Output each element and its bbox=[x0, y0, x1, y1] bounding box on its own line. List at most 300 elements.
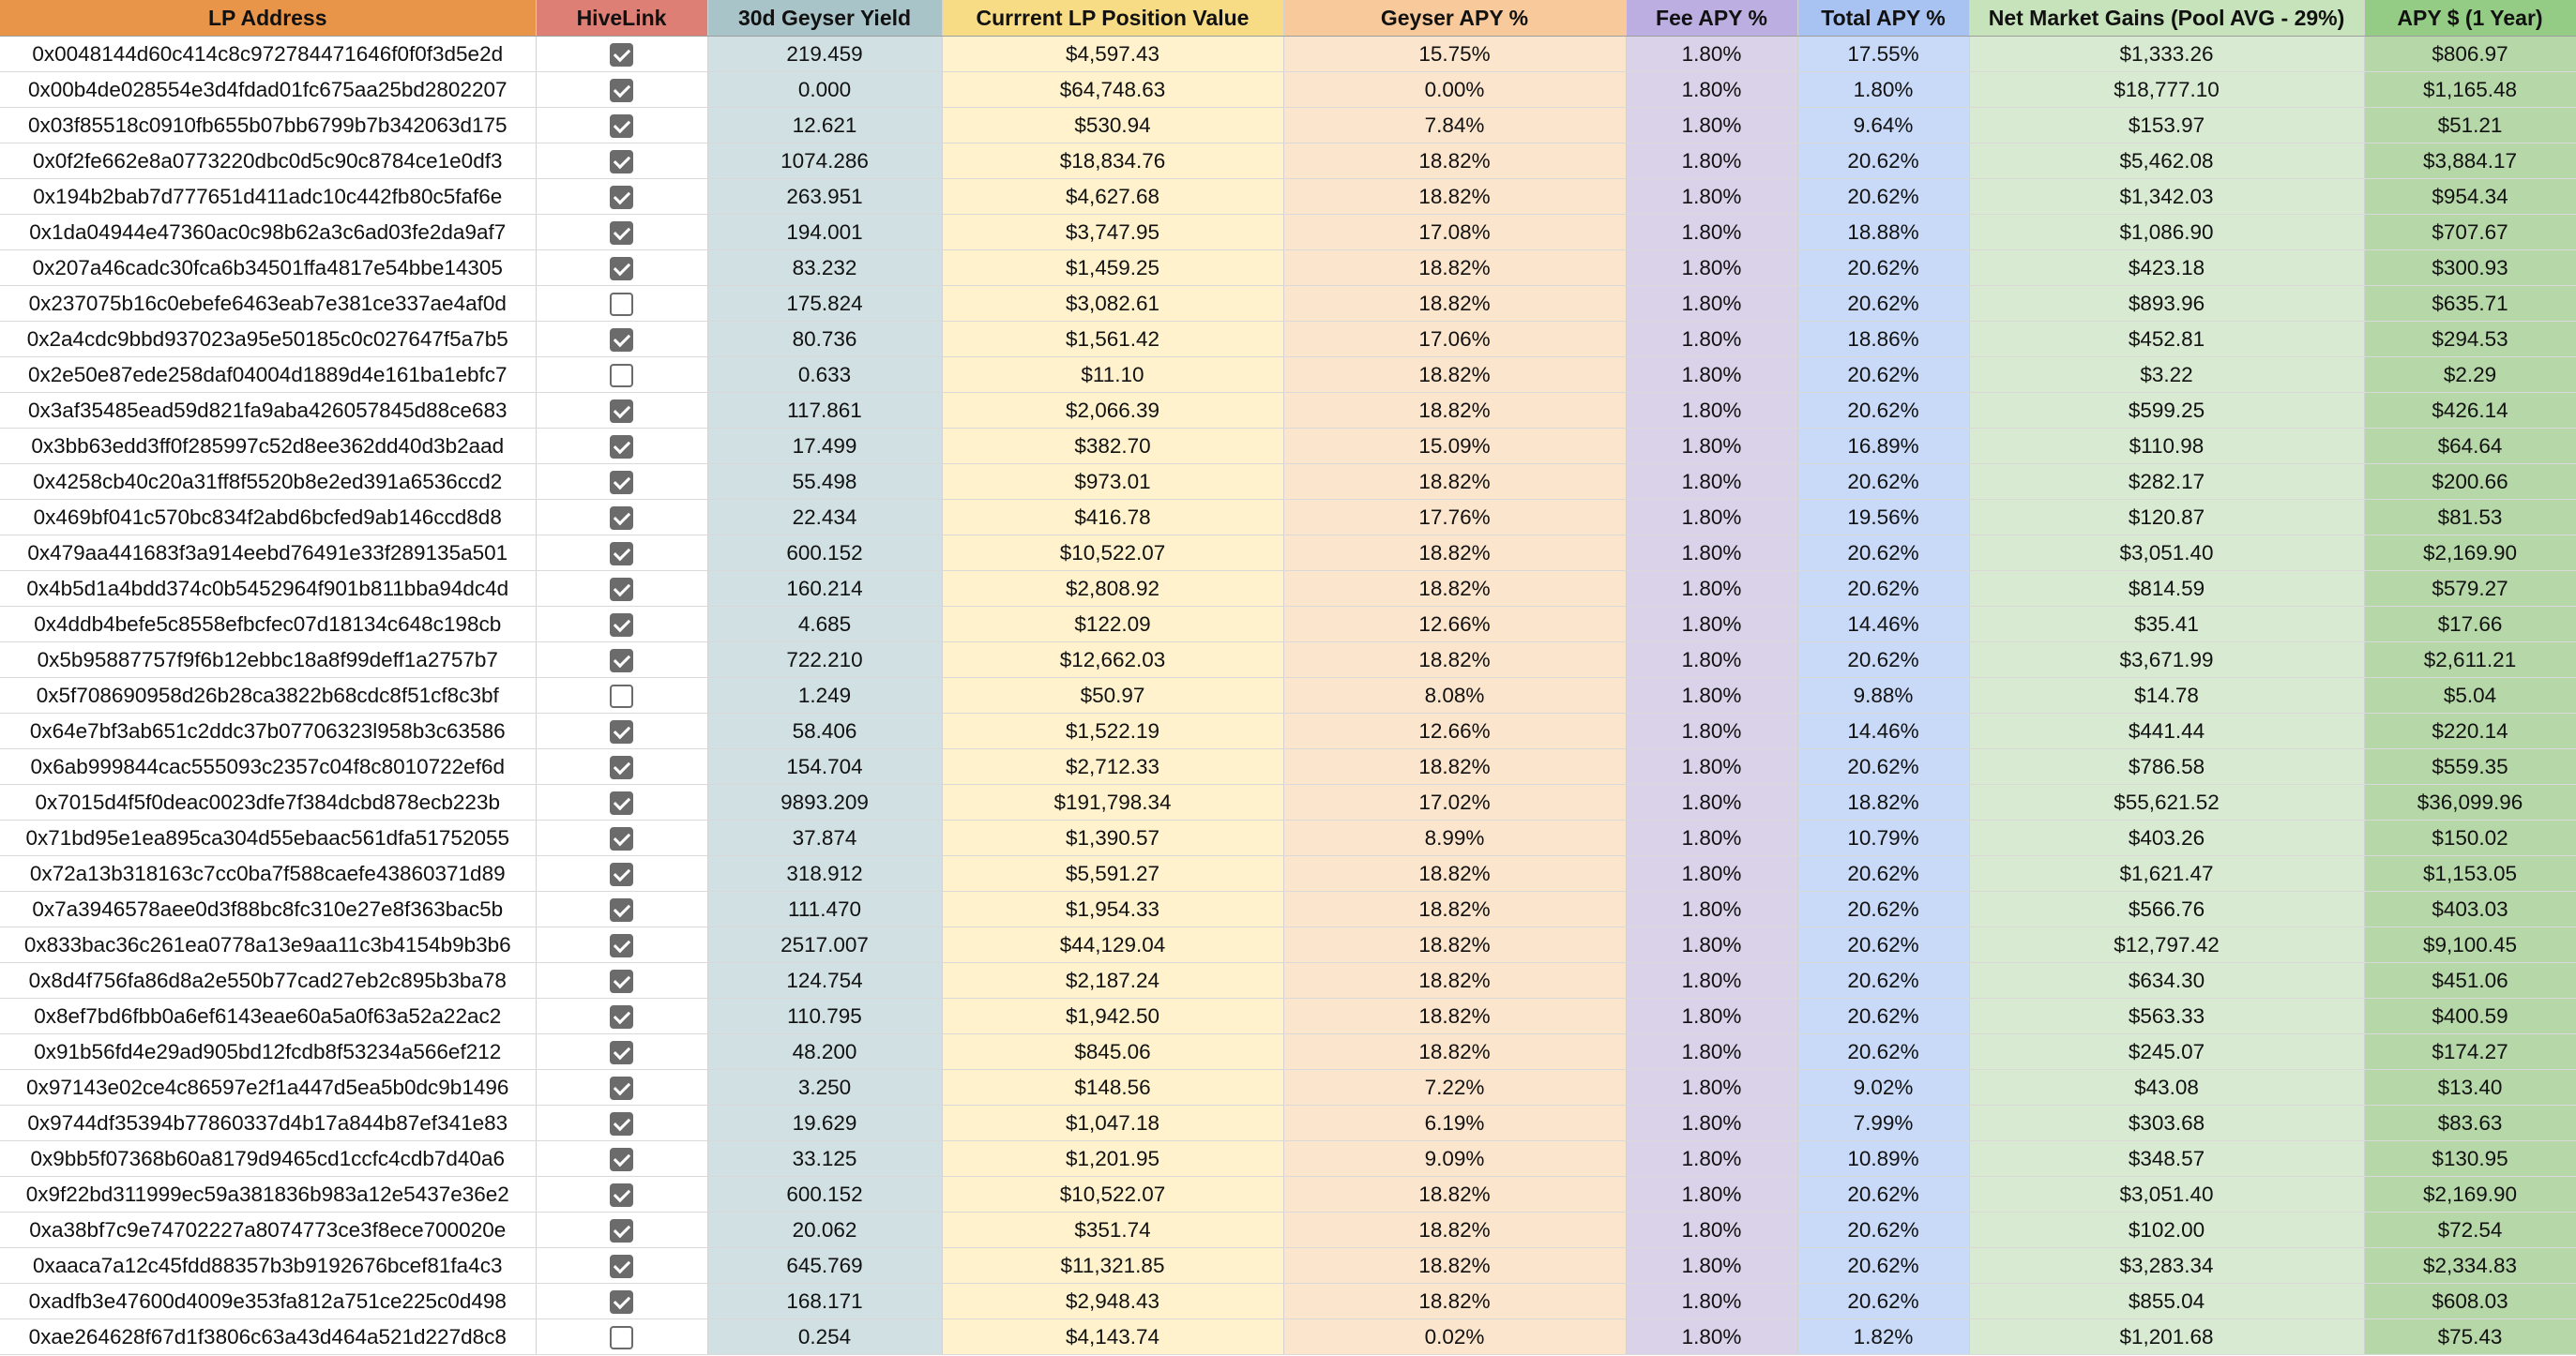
hivelink-cell[interactable] bbox=[536, 1141, 707, 1177]
geyser-apy-cell[interactable]: 17.02% bbox=[1283, 785, 1626, 821]
geyser-apy-cell[interactable]: 18.82% bbox=[1283, 999, 1626, 1034]
total-apy-cell[interactable]: 17.55% bbox=[1797, 37, 1969, 72]
net-market-gains-cell[interactable]: $403.26 bbox=[1969, 821, 2364, 856]
geyser-apy-cell[interactable]: 17.08% bbox=[1283, 215, 1626, 250]
fee-apy-cell[interactable]: 1.80% bbox=[1626, 37, 1797, 72]
geyser-apy-cell[interactable]: 18.82% bbox=[1283, 963, 1626, 999]
checkbox-checked-icon[interactable] bbox=[610, 863, 633, 886]
lp-position-value-cell[interactable]: $1,390.57 bbox=[942, 821, 1283, 856]
lp-address-cell[interactable]: 0x64e7bf3ab651c2ddc37b07706323l958b3c63586 bbox=[0, 714, 536, 749]
geyser-apy-cell[interactable]: 18.82% bbox=[1283, 892, 1626, 927]
geyser-yield-cell[interactable]: 58.406 bbox=[707, 714, 942, 749]
header-fee-apy[interactable]: Fee APY % bbox=[1626, 0, 1797, 37]
net-market-gains-cell[interactable]: $282.17 bbox=[1969, 464, 2364, 500]
checkbox-checked-icon[interactable] bbox=[610, 506, 633, 530]
hivelink-cell[interactable] bbox=[536, 963, 707, 999]
checkbox-checked-icon[interactable] bbox=[610, 613, 633, 637]
total-apy-cell[interactable]: 20.62% bbox=[1797, 535, 1969, 571]
geyser-apy-cell[interactable]: 0.02% bbox=[1283, 1319, 1626, 1355]
checkbox-checked-icon[interactable] bbox=[610, 970, 633, 993]
lp-position-value-cell[interactable]: $1,201.95 bbox=[942, 1141, 1283, 1177]
total-apy-cell[interactable]: 20.62% bbox=[1797, 250, 1969, 286]
net-market-gains-cell[interactable]: $1,333.26 bbox=[1969, 37, 2364, 72]
apy-dollar-cell[interactable]: $707.67 bbox=[2364, 215, 2576, 250]
lp-address-cell[interactable]: 0x3bb63edd3ff0f285997c52d8ee362dd40d3b2aad bbox=[0, 429, 536, 464]
hivelink-cell[interactable] bbox=[536, 393, 707, 429]
lp-address-cell[interactable]: 0x03f85518c0910fb655b07bb6799b7b342063d175 bbox=[0, 108, 536, 143]
lp-position-value-cell[interactable]: $845.06 bbox=[942, 1034, 1283, 1070]
total-apy-cell[interactable]: 20.62% bbox=[1797, 1248, 1969, 1284]
hivelink-cell[interactable] bbox=[536, 642, 707, 678]
net-market-gains-cell[interactable]: $3.22 bbox=[1969, 357, 2364, 393]
net-market-gains-cell[interactable]: $634.30 bbox=[1969, 963, 2364, 999]
net-market-gains-cell[interactable]: $3,671.99 bbox=[1969, 642, 2364, 678]
net-market-gains-cell[interactable]: $35.41 bbox=[1969, 607, 2364, 642]
total-apy-cell[interactable]: 9.64% bbox=[1797, 108, 1969, 143]
checkbox-unchecked-icon[interactable] bbox=[610, 685, 633, 708]
apy-dollar-cell[interactable]: $83.63 bbox=[2364, 1106, 2576, 1141]
fee-apy-cell[interactable]: 1.80% bbox=[1626, 1034, 1797, 1070]
net-market-gains-cell[interactable]: $43.08 bbox=[1969, 1070, 2364, 1106]
fee-apy-cell[interactable]: 1.80% bbox=[1626, 1070, 1797, 1106]
geyser-yield-cell[interactable]: 4.685 bbox=[707, 607, 942, 642]
hivelink-cell[interactable] bbox=[536, 1319, 707, 1355]
lp-address-cell[interactable]: 0x0048144d60c414c8c972784471646f0f0f3d5e2d bbox=[0, 37, 536, 72]
lp-address-cell[interactable]: 0x8ef7bd6fbb0a6ef6143eae60a5a0f63a52a22ac2 bbox=[0, 999, 536, 1034]
fee-apy-cell[interactable]: 1.80% bbox=[1626, 429, 1797, 464]
total-apy-cell[interactable]: 20.62% bbox=[1797, 1034, 1969, 1070]
geyser-apy-cell[interactable]: 18.82% bbox=[1283, 286, 1626, 322]
hivelink-cell[interactable] bbox=[536, 821, 707, 856]
net-market-gains-cell[interactable]: $893.96 bbox=[1969, 286, 2364, 322]
checkbox-unchecked-icon[interactable] bbox=[610, 364, 633, 387]
geyser-yield-cell[interactable]: 0.633 bbox=[707, 357, 942, 393]
apy-dollar-cell[interactable]: $403.03 bbox=[2364, 892, 2576, 927]
fee-apy-cell[interactable]: 1.80% bbox=[1626, 999, 1797, 1034]
lp-position-value-cell[interactable]: $2,948.43 bbox=[942, 1284, 1283, 1319]
lp-address-cell[interactable]: 0x1da04944e47360ac0c98b62a3c6ad03fe2da9af7 bbox=[0, 215, 536, 250]
hivelink-cell[interactable] bbox=[536, 357, 707, 393]
header-hivelink[interactable]: HiveLink bbox=[536, 0, 707, 37]
apy-dollar-cell[interactable]: $2,611.21 bbox=[2364, 642, 2576, 678]
checkbox-checked-icon[interactable] bbox=[610, 1219, 633, 1243]
checkbox-checked-icon[interactable] bbox=[610, 79, 633, 102]
checkbox-checked-icon[interactable] bbox=[610, 435, 633, 459]
lp-position-value-cell[interactable]: $530.94 bbox=[942, 108, 1283, 143]
geyser-yield-cell[interactable]: 1.249 bbox=[707, 678, 942, 714]
total-apy-cell[interactable]: 20.62% bbox=[1797, 393, 1969, 429]
header-net-market-gains[interactable]: Net Market Gains (Pool AVG - 29%) bbox=[1969, 0, 2364, 37]
checkbox-checked-icon[interactable] bbox=[610, 756, 633, 779]
hivelink-cell[interactable] bbox=[536, 1177, 707, 1213]
geyser-apy-cell[interactable]: 18.82% bbox=[1283, 749, 1626, 785]
total-apy-cell[interactable]: 20.62% bbox=[1797, 927, 1969, 963]
hivelink-cell[interactable] bbox=[536, 1284, 707, 1319]
geyser-yield-cell[interactable]: 9893.209 bbox=[707, 785, 942, 821]
hivelink-cell[interactable] bbox=[536, 785, 707, 821]
geyser-apy-cell[interactable]: 8.08% bbox=[1283, 678, 1626, 714]
lp-address-cell[interactable]: 0x4ddb4befe5c8558efbcfec07d18134c648c198cb bbox=[0, 607, 536, 642]
apy-dollar-cell[interactable]: $2,334.83 bbox=[2364, 1248, 2576, 1284]
lp-position-value-cell[interactable]: $1,561.42 bbox=[942, 322, 1283, 357]
apy-dollar-cell[interactable]: $17.66 bbox=[2364, 607, 2576, 642]
checkbox-checked-icon[interactable] bbox=[610, 471, 633, 494]
apy-dollar-cell[interactable]: $220.14 bbox=[2364, 714, 2576, 749]
apy-dollar-cell[interactable]: $294.53 bbox=[2364, 322, 2576, 357]
lp-position-value-cell[interactable]: $5,591.27 bbox=[942, 856, 1283, 892]
lp-address-cell[interactable]: 0x7015d4f5f0deac0023dfe7f384dcbd878ecb223b bbox=[0, 785, 536, 821]
fee-apy-cell[interactable]: 1.80% bbox=[1626, 500, 1797, 535]
lp-address-cell[interactable]: 0x237075b16c0ebefe6463eab7e381ce337ae4af0d bbox=[0, 286, 536, 322]
apy-dollar-cell[interactable]: $579.27 bbox=[2364, 571, 2576, 607]
hivelink-cell[interactable] bbox=[536, 429, 707, 464]
fee-apy-cell[interactable]: 1.80% bbox=[1626, 963, 1797, 999]
geyser-yield-cell[interactable]: 600.152 bbox=[707, 535, 942, 571]
geyser-apy-cell[interactable]: 15.75% bbox=[1283, 37, 1626, 72]
geyser-apy-cell[interactable]: 18.82% bbox=[1283, 393, 1626, 429]
net-market-gains-cell[interactable]: $12,797.42 bbox=[1969, 927, 2364, 963]
lp-address-cell[interactable]: 0x207a46cadc30fca6b34501ffa4817e54bbe14305 bbox=[0, 250, 536, 286]
net-market-gains-cell[interactable]: $855.04 bbox=[1969, 1284, 2364, 1319]
geyser-apy-cell[interactable]: 18.82% bbox=[1283, 464, 1626, 500]
geyser-yield-cell[interactable]: 154.704 bbox=[707, 749, 942, 785]
hivelink-cell[interactable] bbox=[536, 1070, 707, 1106]
header-apy-dollar[interactable]: APY $ (1 Year) bbox=[2364, 0, 2576, 37]
total-apy-cell[interactable]: 20.62% bbox=[1797, 286, 1969, 322]
total-apy-cell[interactable]: 1.82% bbox=[1797, 1319, 1969, 1355]
checkbox-checked-icon[interactable] bbox=[610, 1041, 633, 1064]
geyser-apy-cell[interactable]: 18.82% bbox=[1283, 535, 1626, 571]
geyser-yield-cell[interactable]: 48.200 bbox=[707, 1034, 942, 1070]
total-apy-cell[interactable]: 20.62% bbox=[1797, 143, 1969, 179]
lp-address-cell[interactable]: 0x2a4cdc9bbd937023a95e50185c0c027647f5a7b5 bbox=[0, 322, 536, 357]
checkbox-checked-icon[interactable] bbox=[610, 257, 633, 280]
geyser-apy-cell[interactable]: 18.82% bbox=[1283, 179, 1626, 215]
geyser-apy-cell[interactable]: 17.76% bbox=[1283, 500, 1626, 535]
geyser-apy-cell[interactable]: 18.82% bbox=[1283, 927, 1626, 963]
apy-dollar-cell[interactable]: $13.40 bbox=[2364, 1070, 2576, 1106]
hivelink-cell[interactable] bbox=[536, 927, 707, 963]
geyser-apy-cell[interactable]: 0.00% bbox=[1283, 72, 1626, 108]
fee-apy-cell[interactable]: 1.80% bbox=[1626, 464, 1797, 500]
geyser-yield-cell[interactable]: 0.254 bbox=[707, 1319, 942, 1355]
net-market-gains-cell[interactable]: $814.59 bbox=[1969, 571, 2364, 607]
header-lp-address[interactable]: LP Address bbox=[0, 0, 536, 37]
apy-dollar-cell[interactable]: $426.14 bbox=[2364, 393, 2576, 429]
checkbox-checked-icon[interactable] bbox=[610, 934, 633, 957]
lp-address-cell[interactable]: 0x469bf041c570bc834f2abd6bcfed9ab146ccd8d8 bbox=[0, 500, 536, 535]
lp-address-cell[interactable]: 0xa38bf7c9e74702227a8074773ce3f8ece700020e bbox=[0, 1213, 536, 1248]
lp-position-value-cell[interactable]: $191,798.34 bbox=[942, 785, 1283, 821]
lp-position-value-cell[interactable]: $2,187.24 bbox=[942, 963, 1283, 999]
total-apy-cell[interactable]: 10.79% bbox=[1797, 821, 1969, 856]
apy-dollar-cell[interactable]: $1,153.05 bbox=[2364, 856, 2576, 892]
net-market-gains-cell[interactable]: $1,201.68 bbox=[1969, 1319, 2364, 1355]
lp-position-value-cell[interactable]: $1,954.33 bbox=[942, 892, 1283, 927]
header-geyser-yield[interactable]: 30d Geyser Yield bbox=[707, 0, 942, 37]
checkbox-checked-icon[interactable] bbox=[610, 827, 633, 851]
net-market-gains-cell[interactable]: $786.58 bbox=[1969, 749, 2364, 785]
geyser-apy-cell[interactable]: 12.66% bbox=[1283, 607, 1626, 642]
checkbox-checked-icon[interactable] bbox=[610, 578, 633, 601]
hivelink-cell[interactable] bbox=[536, 72, 707, 108]
total-apy-cell[interactable]: 20.62% bbox=[1797, 1177, 1969, 1213]
geyser-apy-cell[interactable]: 12.66% bbox=[1283, 714, 1626, 749]
total-apy-cell[interactable]: 20.62% bbox=[1797, 179, 1969, 215]
hivelink-cell[interactable] bbox=[536, 1213, 707, 1248]
lp-position-value-cell[interactable]: $10,522.07 bbox=[942, 1177, 1283, 1213]
total-apy-cell[interactable]: 19.56% bbox=[1797, 500, 1969, 535]
apy-dollar-cell[interactable]: $300.93 bbox=[2364, 250, 2576, 286]
geyser-apy-cell[interactable]: 18.82% bbox=[1283, 642, 1626, 678]
lp-address-cell[interactable]: 0x3af35485ead59d821fa9aba426057845d88ce683 bbox=[0, 393, 536, 429]
lp-position-value-cell[interactable]: $10,522.07 bbox=[942, 535, 1283, 571]
lp-address-cell[interactable]: 0x7a3946578aee0d3f88bc8fc310e27e8f363bac5b bbox=[0, 892, 536, 927]
lp-position-value-cell[interactable]: $4,597.43 bbox=[942, 37, 1283, 72]
fee-apy-cell[interactable]: 1.80% bbox=[1626, 108, 1797, 143]
geyser-yield-cell[interactable]: 33.125 bbox=[707, 1141, 942, 1177]
hivelink-cell[interactable] bbox=[536, 749, 707, 785]
apy-dollar-cell[interactable]: $200.66 bbox=[2364, 464, 2576, 500]
geyser-yield-cell[interactable]: 37.874 bbox=[707, 821, 942, 856]
apy-dollar-cell[interactable]: $1,165.48 bbox=[2364, 72, 2576, 108]
apy-dollar-cell[interactable]: $36,099.96 bbox=[2364, 785, 2576, 821]
geyser-yield-cell[interactable]: 117.861 bbox=[707, 393, 942, 429]
fee-apy-cell[interactable]: 1.80% bbox=[1626, 1213, 1797, 1248]
checkbox-checked-icon[interactable] bbox=[610, 898, 633, 922]
lp-address-cell[interactable]: 0x0f2fe662e8a0773220dbc0d5c90c8784ce1e0df3 bbox=[0, 143, 536, 179]
apy-dollar-cell[interactable]: $608.03 bbox=[2364, 1284, 2576, 1319]
hivelink-cell[interactable] bbox=[536, 179, 707, 215]
apy-dollar-cell[interactable]: $150.02 bbox=[2364, 821, 2576, 856]
header-lp-position-value[interactable]: Currrent LP Position Value bbox=[942, 0, 1283, 37]
hivelink-cell[interactable] bbox=[536, 500, 707, 535]
lp-position-value-cell[interactable]: $4,627.68 bbox=[942, 179, 1283, 215]
net-market-gains-cell[interactable]: $110.98 bbox=[1969, 429, 2364, 464]
net-market-gains-cell[interactable]: $441.44 bbox=[1969, 714, 2364, 749]
fee-apy-cell[interactable]: 1.80% bbox=[1626, 179, 1797, 215]
checkbox-checked-icon[interactable] bbox=[610, 542, 633, 565]
net-market-gains-cell[interactable]: $1,621.47 bbox=[1969, 856, 2364, 892]
fee-apy-cell[interactable]: 1.80% bbox=[1626, 642, 1797, 678]
lp-position-value-cell[interactable]: $18,834.76 bbox=[942, 143, 1283, 179]
fee-apy-cell[interactable]: 1.80% bbox=[1626, 1284, 1797, 1319]
total-apy-cell[interactable]: 20.62% bbox=[1797, 749, 1969, 785]
fee-apy-cell[interactable]: 1.80% bbox=[1626, 1319, 1797, 1355]
net-market-gains-cell[interactable]: $153.97 bbox=[1969, 108, 2364, 143]
lp-position-value-cell[interactable]: $351.74 bbox=[942, 1213, 1283, 1248]
hivelink-cell[interactable] bbox=[536, 464, 707, 500]
total-apy-cell[interactable]: 20.62% bbox=[1797, 571, 1969, 607]
lp-address-cell[interactable]: 0x2e50e87ede258daf04004d1889d4e161ba1ebfc7 bbox=[0, 357, 536, 393]
net-market-gains-cell[interactable]: $102.00 bbox=[1969, 1213, 2364, 1248]
fee-apy-cell[interactable]: 1.80% bbox=[1626, 607, 1797, 642]
geyser-apy-cell[interactable]: 18.82% bbox=[1283, 856, 1626, 892]
checkbox-checked-icon[interactable] bbox=[610, 1112, 633, 1136]
lp-position-value-cell[interactable]: $382.70 bbox=[942, 429, 1283, 464]
geyser-apy-cell[interactable]: 18.82% bbox=[1283, 250, 1626, 286]
total-apy-cell[interactable]: 20.62% bbox=[1797, 999, 1969, 1034]
apy-dollar-cell[interactable]: $954.34 bbox=[2364, 179, 2576, 215]
total-apy-cell[interactable]: 18.82% bbox=[1797, 785, 1969, 821]
geyser-apy-cell[interactable]: 18.82% bbox=[1283, 1177, 1626, 1213]
lp-address-cell[interactable]: 0x9744df35394b77860337d4b17a844b87ef341e83 bbox=[0, 1106, 536, 1141]
geyser-yield-cell[interactable]: 160.214 bbox=[707, 571, 942, 607]
lp-address-cell[interactable]: 0x97143e02ce4c86597e2f1a447d5ea5b0dc9b1496 bbox=[0, 1070, 536, 1106]
geyser-yield-cell[interactable]: 17.499 bbox=[707, 429, 942, 464]
fee-apy-cell[interactable]: 1.80% bbox=[1626, 393, 1797, 429]
apy-dollar-cell[interactable]: $51.21 bbox=[2364, 108, 2576, 143]
lp-address-cell[interactable]: 0x4258cb40c20a31ff8f5520b8e2ed391a6536ccd2 bbox=[0, 464, 536, 500]
lp-address-cell[interactable]: 0x71bd95e1ea895ca304d55ebaac561dfa51752055 bbox=[0, 821, 536, 856]
geyser-apy-cell[interactable]: 18.82% bbox=[1283, 357, 1626, 393]
checkbox-checked-icon[interactable] bbox=[610, 186, 633, 209]
lp-position-value-cell[interactable]: $1,047.18 bbox=[942, 1106, 1283, 1141]
fee-apy-cell[interactable]: 1.80% bbox=[1626, 785, 1797, 821]
apy-dollar-cell[interactable]: $72.54 bbox=[2364, 1213, 2576, 1248]
net-market-gains-cell[interactable]: $452.81 bbox=[1969, 322, 2364, 357]
lp-address-cell[interactable]: 0x72a13b318163c7cc0ba7f588caefe43860371d89 bbox=[0, 856, 536, 892]
geyser-yield-cell[interactable]: 219.459 bbox=[707, 37, 942, 72]
hivelink-cell[interactable] bbox=[536, 250, 707, 286]
fee-apy-cell[interactable]: 1.80% bbox=[1626, 1177, 1797, 1213]
geyser-apy-cell[interactable]: 18.82% bbox=[1283, 571, 1626, 607]
apy-dollar-cell[interactable]: $5.04 bbox=[2364, 678, 2576, 714]
lp-position-value-cell[interactable]: $2,066.39 bbox=[942, 393, 1283, 429]
apy-dollar-cell[interactable]: $2,169.90 bbox=[2364, 535, 2576, 571]
geyser-apy-cell[interactable]: 7.84% bbox=[1283, 108, 1626, 143]
apy-dollar-cell[interactable]: $635.71 bbox=[2364, 286, 2576, 322]
lp-position-value-cell[interactable]: $50.97 bbox=[942, 678, 1283, 714]
total-apy-cell[interactable]: 20.62% bbox=[1797, 963, 1969, 999]
geyser-apy-cell[interactable]: 6.19% bbox=[1283, 1106, 1626, 1141]
lp-position-value-cell[interactable]: $44,129.04 bbox=[942, 927, 1283, 963]
geyser-yield-cell[interactable]: 124.754 bbox=[707, 963, 942, 999]
hivelink-cell[interactable] bbox=[536, 322, 707, 357]
geyser-yield-cell[interactable]: 80.736 bbox=[707, 322, 942, 357]
checkbox-checked-icon[interactable] bbox=[610, 150, 633, 173]
lp-position-value-cell[interactable]: $973.01 bbox=[942, 464, 1283, 500]
net-market-gains-cell[interactable]: $1,342.03 bbox=[1969, 179, 2364, 215]
hivelink-cell[interactable] bbox=[536, 1034, 707, 1070]
total-apy-cell[interactable]: 20.62% bbox=[1797, 1284, 1969, 1319]
lp-address-cell[interactable]: 0x8d4f756fa86d8a2e550b77cad27eb2c895b3ba78 bbox=[0, 963, 536, 999]
apy-dollar-cell[interactable]: $64.64 bbox=[2364, 429, 2576, 464]
geyser-yield-cell[interactable]: 12.621 bbox=[707, 108, 942, 143]
net-market-gains-cell[interactable]: $245.07 bbox=[1969, 1034, 2364, 1070]
lp-position-value-cell[interactable]: $1,522.19 bbox=[942, 714, 1283, 749]
net-market-gains-cell[interactable]: $18,777.10 bbox=[1969, 72, 2364, 108]
total-apy-cell[interactable]: 16.89% bbox=[1797, 429, 1969, 464]
geyser-apy-cell[interactable]: 18.82% bbox=[1283, 1248, 1626, 1284]
hivelink-cell[interactable] bbox=[536, 143, 707, 179]
apy-dollar-cell[interactable]: $559.35 bbox=[2364, 749, 2576, 785]
checkbox-checked-icon[interactable] bbox=[610, 221, 633, 245]
net-market-gains-cell[interactable]: $423.18 bbox=[1969, 250, 2364, 286]
checkbox-checked-icon[interactable] bbox=[610, 114, 633, 138]
lp-address-cell[interactable]: 0x4b5d1a4bdd374c0b5452964f901b811bba94dc4d bbox=[0, 571, 536, 607]
lp-position-value-cell[interactable]: $4,143.74 bbox=[942, 1319, 1283, 1355]
geyser-yield-cell[interactable]: 722.210 bbox=[707, 642, 942, 678]
lp-address-cell[interactable]: 0x6ab999844cac555093c2357c04f8c8010722ef6d bbox=[0, 749, 536, 785]
geyser-yield-cell[interactable]: 168.171 bbox=[707, 1284, 942, 1319]
total-apy-cell[interactable]: 1.80% bbox=[1797, 72, 1969, 108]
hivelink-cell[interactable] bbox=[536, 856, 707, 892]
total-apy-cell[interactable]: 20.62% bbox=[1797, 357, 1969, 393]
geyser-yield-cell[interactable]: 19.629 bbox=[707, 1106, 942, 1141]
apy-dollar-cell[interactable]: $3,884.17 bbox=[2364, 143, 2576, 179]
geyser-apy-cell[interactable]: 18.82% bbox=[1283, 1284, 1626, 1319]
geyser-yield-cell[interactable]: 110.795 bbox=[707, 999, 942, 1034]
net-market-gains-cell[interactable]: $599.25 bbox=[1969, 393, 2364, 429]
total-apy-cell[interactable]: 10.89% bbox=[1797, 1141, 1969, 1177]
apy-dollar-cell[interactable]: $75.43 bbox=[2364, 1319, 2576, 1355]
lp-address-cell[interactable]: 0x479aa441683f3a914eebd76491e33f289135a501 bbox=[0, 535, 536, 571]
hivelink-cell[interactable] bbox=[536, 1248, 707, 1284]
lp-address-cell[interactable]: 0x194b2bab7d777651d411adc10c442fb80c5faf6e bbox=[0, 179, 536, 215]
geyser-apy-cell[interactable]: 8.99% bbox=[1283, 821, 1626, 856]
geyser-apy-cell[interactable]: 15.09% bbox=[1283, 429, 1626, 464]
apy-dollar-cell[interactable]: $400.59 bbox=[2364, 999, 2576, 1034]
checkbox-checked-icon[interactable] bbox=[610, 399, 633, 423]
lp-position-value-cell[interactable]: $12,662.03 bbox=[942, 642, 1283, 678]
fee-apy-cell[interactable]: 1.80% bbox=[1626, 856, 1797, 892]
lp-address-cell[interactable]: 0xadfb3e47600d4009e353fa812a751ce225c0d498 bbox=[0, 1284, 536, 1319]
geyser-yield-cell[interactable]: 2517.007 bbox=[707, 927, 942, 963]
geyser-yield-cell[interactable]: 83.232 bbox=[707, 250, 942, 286]
checkbox-unchecked-icon[interactable] bbox=[610, 1326, 633, 1349]
apy-dollar-cell[interactable]: $130.95 bbox=[2364, 1141, 2576, 1177]
net-market-gains-cell[interactable]: $5,462.08 bbox=[1969, 143, 2364, 179]
lp-position-value-cell[interactable]: $148.56 bbox=[942, 1070, 1283, 1106]
geyser-yield-cell[interactable]: 263.951 bbox=[707, 179, 942, 215]
geyser-yield-cell[interactable]: 318.912 bbox=[707, 856, 942, 892]
fee-apy-cell[interactable]: 1.80% bbox=[1626, 678, 1797, 714]
lp-address-cell[interactable]: 0x00b4de028554e3d4fdad01fc675aa25bd2802207 bbox=[0, 72, 536, 108]
lp-address-cell[interactable]: 0x5f708690958d26b28ca3822b68cdc8f51cf8c3bf bbox=[0, 678, 536, 714]
lp-position-value-cell[interactable]: $3,082.61 bbox=[942, 286, 1283, 322]
apy-dollar-cell[interactable]: $806.97 bbox=[2364, 37, 2576, 72]
apy-dollar-cell[interactable]: $2.29 bbox=[2364, 357, 2576, 393]
geyser-yield-cell[interactable]: 20.062 bbox=[707, 1213, 942, 1248]
net-market-gains-cell[interactable]: $3,283.34 bbox=[1969, 1248, 2364, 1284]
fee-apy-cell[interactable]: 1.80% bbox=[1626, 749, 1797, 785]
geyser-apy-cell[interactable]: 18.82% bbox=[1283, 1034, 1626, 1070]
lp-position-value-cell[interactable]: $11.10 bbox=[942, 357, 1283, 393]
lp-position-value-cell[interactable]: $2,808.92 bbox=[942, 571, 1283, 607]
hivelink-cell[interactable] bbox=[536, 607, 707, 642]
net-market-gains-cell[interactable]: $3,051.40 bbox=[1969, 1177, 2364, 1213]
total-apy-cell[interactable]: 9.02% bbox=[1797, 1070, 1969, 1106]
fee-apy-cell[interactable]: 1.80% bbox=[1626, 1248, 1797, 1284]
checkbox-checked-icon[interactable] bbox=[610, 649, 633, 672]
hivelink-cell[interactable] bbox=[536, 37, 707, 72]
total-apy-cell[interactable]: 14.46% bbox=[1797, 714, 1969, 749]
geyser-yield-cell[interactable]: 194.001 bbox=[707, 215, 942, 250]
checkbox-checked-icon[interactable] bbox=[610, 1077, 633, 1100]
geyser-yield-cell[interactable]: 645.769 bbox=[707, 1248, 942, 1284]
total-apy-cell[interactable]: 20.62% bbox=[1797, 892, 1969, 927]
fee-apy-cell[interactable]: 1.80% bbox=[1626, 215, 1797, 250]
lp-address-cell[interactable]: 0x9bb5f07368b60a8179d9465cd1ccfc4cdb7d40a6 bbox=[0, 1141, 536, 1177]
lp-position-value-cell[interactable]: $3,747.95 bbox=[942, 215, 1283, 250]
checkbox-unchecked-icon[interactable] bbox=[610, 293, 633, 316]
net-market-gains-cell[interactable]: $1,086.90 bbox=[1969, 215, 2364, 250]
lp-position-value-cell[interactable]: $64,748.63 bbox=[942, 72, 1283, 108]
lp-position-value-cell[interactable]: $1,459.25 bbox=[942, 250, 1283, 286]
fee-apy-cell[interactable]: 1.80% bbox=[1626, 714, 1797, 749]
geyser-apy-cell[interactable]: 18.82% bbox=[1283, 143, 1626, 179]
